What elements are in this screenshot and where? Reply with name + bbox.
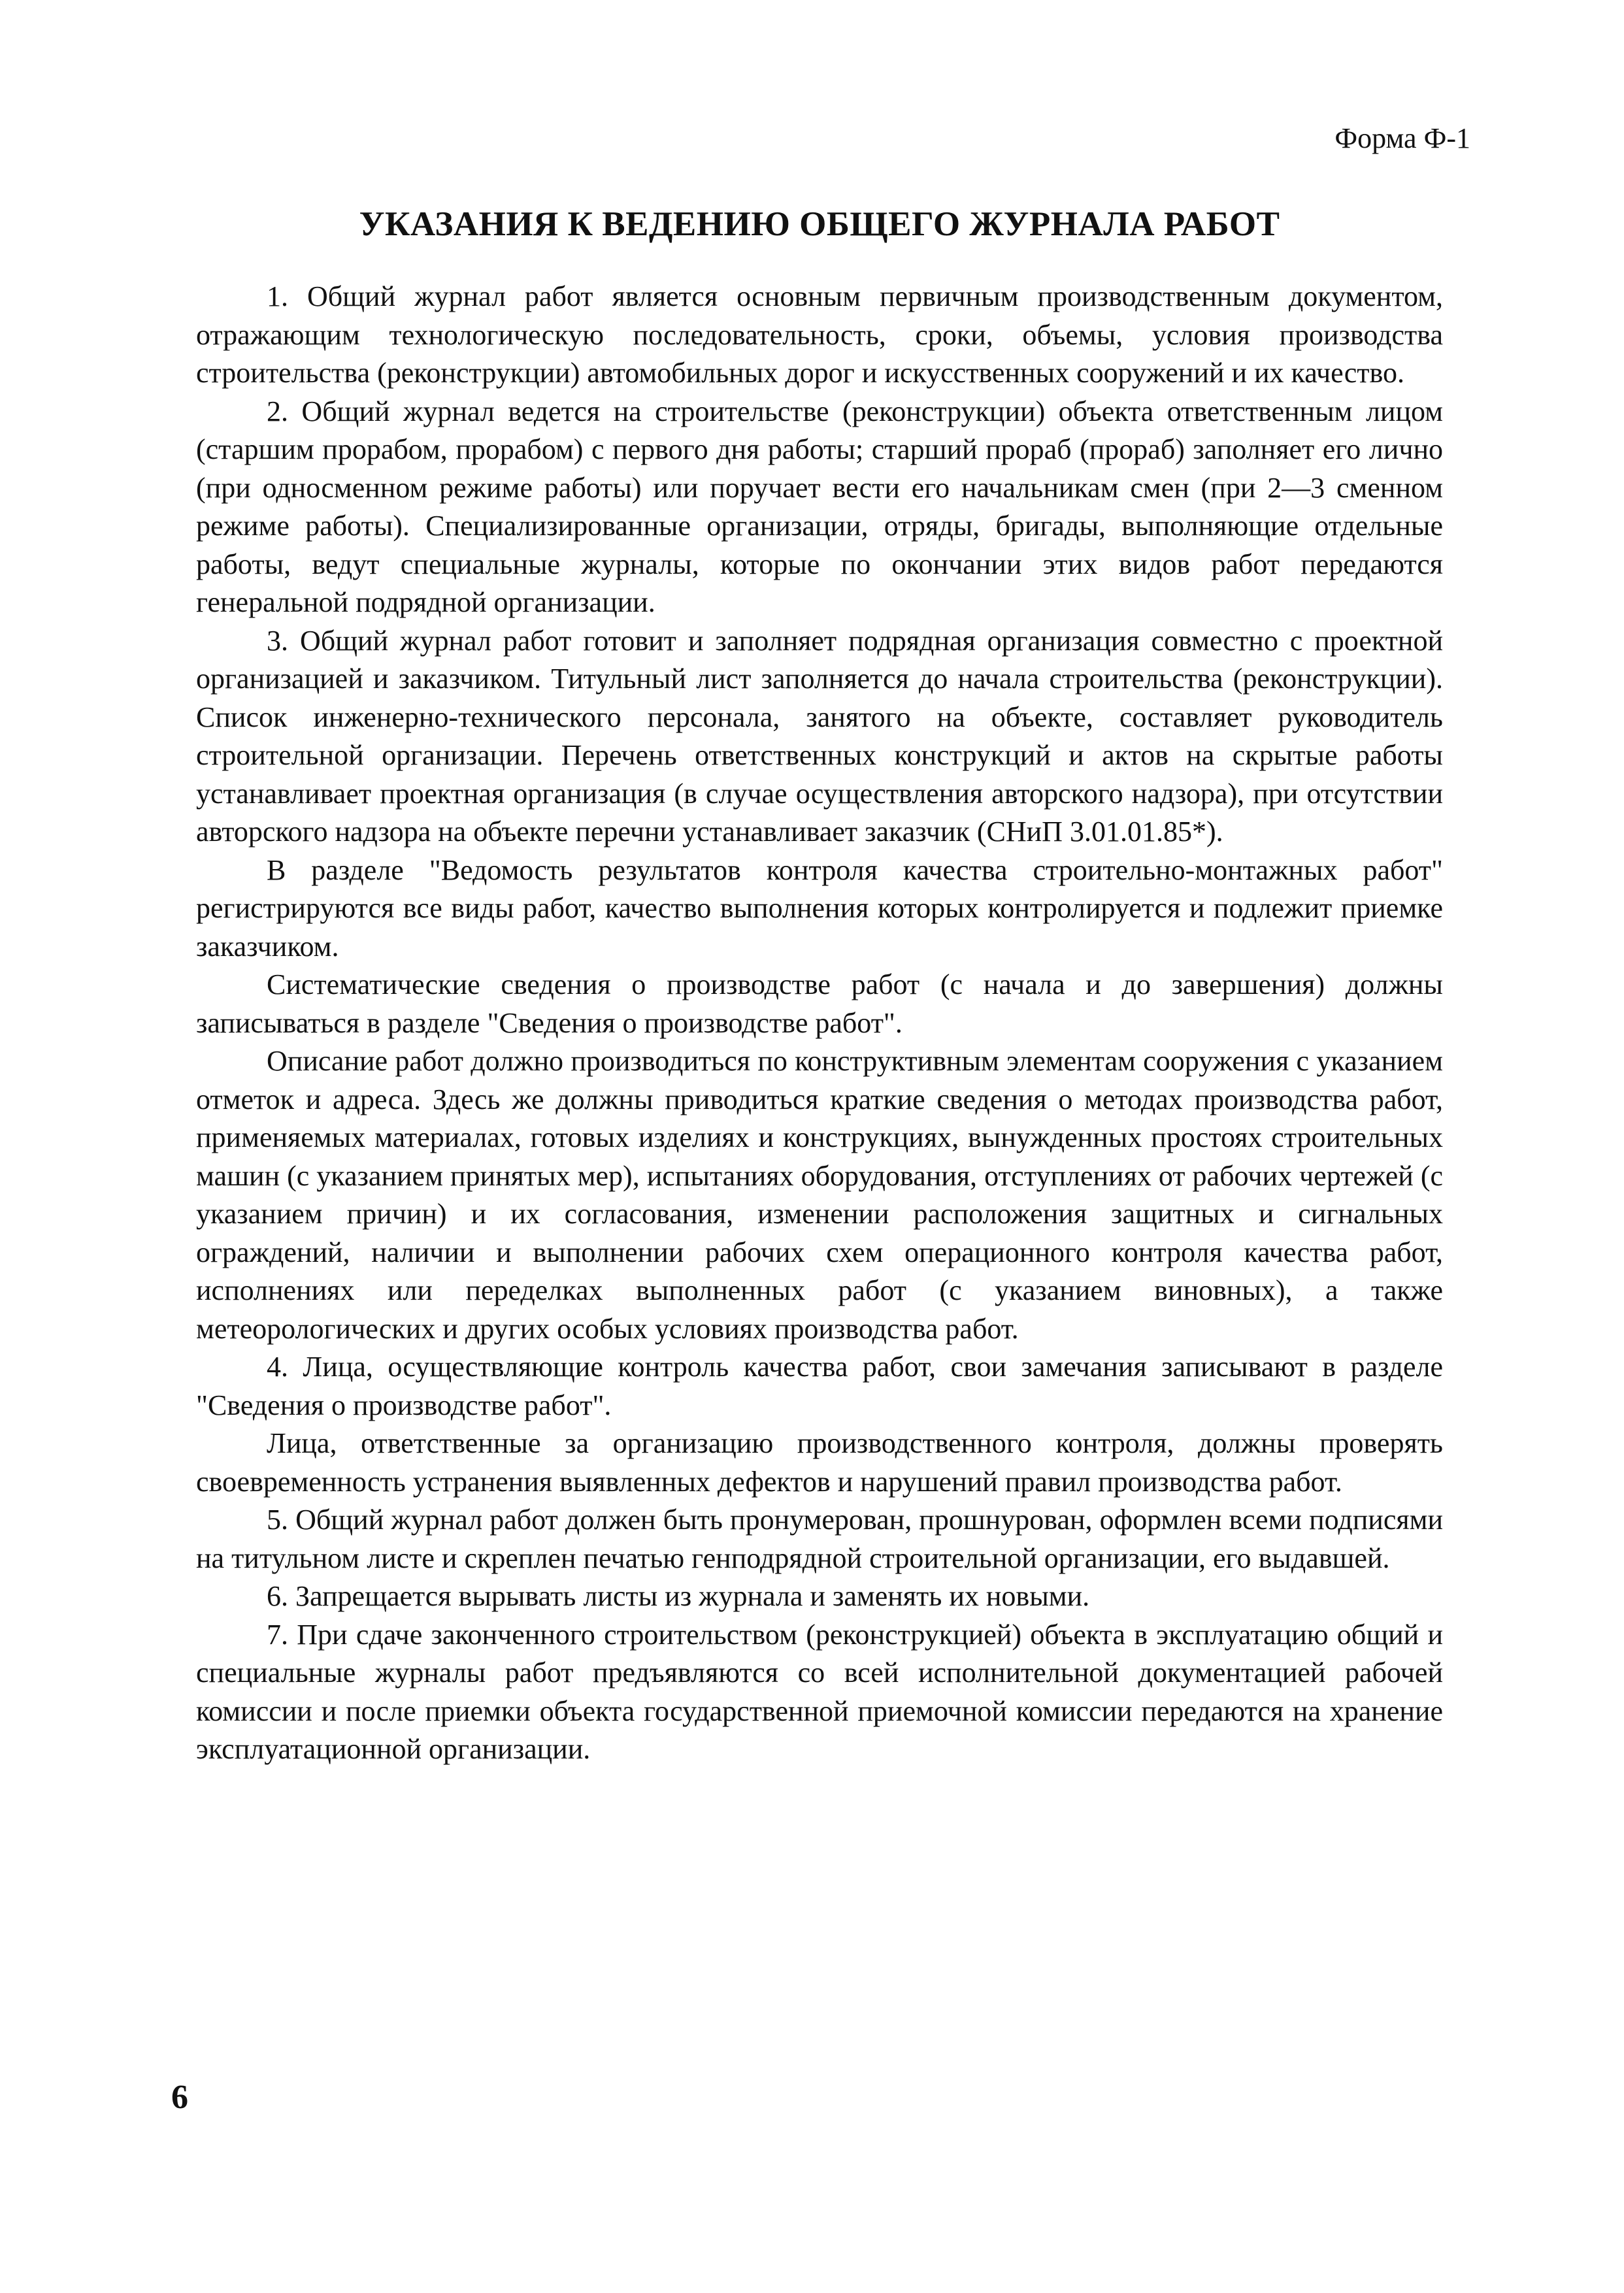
form-label: Форма Ф-1 — [1334, 122, 1470, 154]
paragraph-3-work-description: Описание работ должно производиться по конструктивным элементам сооружения с указанием отметок и адреса. Здесь же должны приводиться краткие сведения о методах производства работ, применяемых материалах, готовых изделиях и конструкциях, вынужденных простоях строительных машин (с указанием принятых мер), испытаниях оборудования, отступлениях от рабочих чертежей (с указанием причин) и их согласования, изменении расположения защитных и сигнальных ограждений, наличии и выполнении рабочих схем операционного контроля качества работ, исполнениях или переделках выполненных работ (с указанием виновных), а также метеорологических и других особых условиях производства работ. — [196, 1045, 1443, 1345]
paragraph-7: 7. При сдаче законченного строительством (реконструкцией) объекта в эксплуатацию общий и специальные журналы работ предъявляются со всей исполнительной документацией рабочей комиссии и после приемки объекта государственной приемочной комиссии передаются на хранение эксплуатационной организации. — [196, 1618, 1443, 1765]
paragraph-4: 4. Лица, осуществляющие контроль качества работ, свои замечания записывают в разделе "Сведения о производстве работ". — [196, 1351, 1443, 1421]
paragraph-3: 3. Общий журнал работ готовит и заполняет подрядная организация совместно с проектной организацией и заказчиком. Титульный лист заполняется до начала строительства (реконструкции). Список инженерно-технического персонала, занятого на объекте, составляет руководитель строительной организации. Перечень ответственных конструкций и актов на скрытые работы устанавливает проектная организация (в случае осуществления авторского надзора), при отсутствии авторского надзора на объекте перечни устанавливает заказчик (СНиП 3.01.01.85*). — [196, 624, 1443, 848]
paragraph-5: 5. Общий журнал работ должен быть пронумерован, прошнурован, оформлен всеми подписями на титульном листе и скреплен печатью генподрядной строительной организации, его выдавшей. — [196, 1504, 1443, 1574]
paragraph-6: 6. Запрещается вырывать листы из журнала и заменять их новыми. — [267, 1580, 1090, 1612]
paragraph-1: 1. Общий журнал работ является основным первичным производственным документом, отражающим технологическую последовательность, сроки, объемы, условия производства строительства (реконструкции) автомобильных дорог и искусственных сооружений и их качество. — [196, 280, 1443, 389]
page-number: 6 — [171, 2079, 188, 2116]
document-title: УКАЗАНИЯ К ВЕДЕНИЮ ОБЩЕГО ЖУРНАЛА РАБОТ — [359, 205, 1280, 243]
paragraph-3-systematic-records: Систематические сведения о производстве работ (с начала и до завершения) должны записываться в разделе "Сведения о производстве работ". — [196, 968, 1443, 1039]
paragraph-3-quality-control: В разделе "Ведомость результатов контроля качества строительно-монтажных работ" регистрируются все виды работ, качество выполнения которых контролируется и подлежит приемке заказчиком. — [196, 853, 1443, 963]
document-body — [196, 278, 1443, 1769]
paragraph-4-responsible-persons: Лица, ответственные за организацию производственного контроля, должны проверять своевременность устранения выявленных дефектов и нарушений правил производства работ. — [196, 1427, 1443, 1498]
paragraph-2: 2. Общий журнал ведется на строительстве (реконструкции) объекта ответственным лицом (старшим прорабом, прорабом) с первого дня работы; старший прораб (прораб) заполняет его лично (при односменном режиме работы) или поручает вести его начальникам смен (при 2—3 сменном режиме работы). Специализированные организации, отряды, бригады, выполняющие отдельные работы, ведут специальные журналы, которые по окончании этих видов работ передаются генеральной подрядной организации. — [196, 395, 1443, 618]
